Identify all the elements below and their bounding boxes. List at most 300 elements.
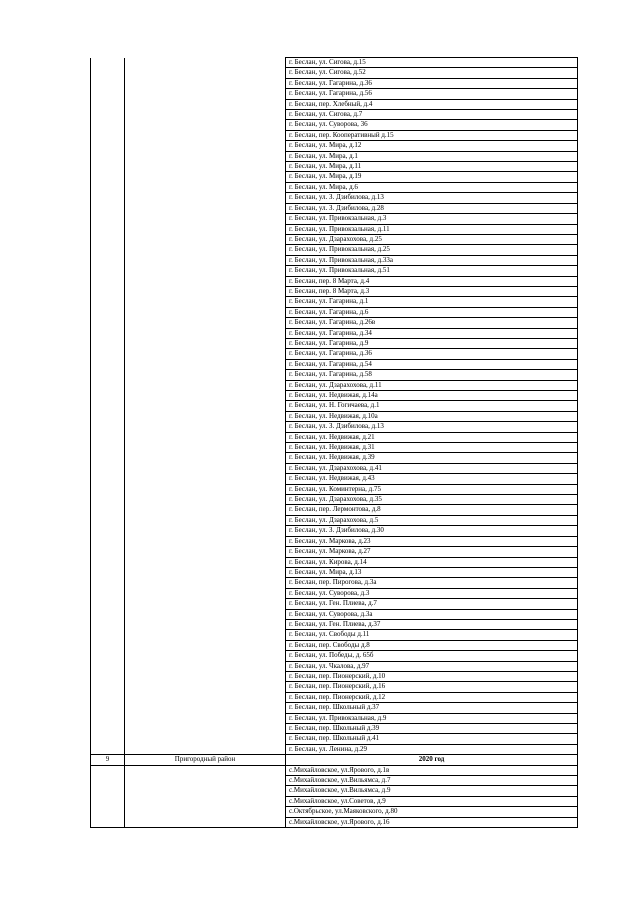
number-cell: [91, 713, 125, 723]
district-cell: [125, 765, 286, 775]
address-row: [91, 234, 578, 244]
address-cell: г. Беслан, ул. Дзарахохова, д.5: [286, 515, 578, 525]
address-row: [91, 651, 578, 661]
address-cell: г. Беслан, ул. Победы, д. 65б: [286, 651, 578, 661]
address-cell: г. Беслан, пер. Пионерский, д.16: [286, 682, 578, 692]
address-cell: с.Октябрьское, ул.Маяковского, д.80: [286, 807, 578, 817]
number-cell: [91, 338, 125, 348]
number-cell: [91, 99, 125, 109]
address-row: [91, 255, 578, 265]
district-cell: [125, 370, 286, 380]
district-cell: [125, 391, 286, 401]
number-cell: [91, 651, 125, 661]
address-cell: г. Беслан, ул. Мира, д.11: [286, 162, 578, 172]
address-row: [91, 630, 578, 640]
number-cell: [91, 703, 125, 713]
number-cell: [91, 547, 125, 557]
district-cell: [125, 463, 286, 473]
district-cell: [125, 110, 286, 120]
number-cell: [91, 203, 125, 213]
address-row: [91, 297, 578, 307]
address-row: [91, 557, 578, 567]
address-row: [91, 130, 578, 140]
number-cell: [91, 765, 125, 775]
address-cell: г. Беслан, ул. Гагарина, д.58: [286, 370, 578, 380]
district-cell: [125, 453, 286, 463]
address-cell: г. Беслан, ул. Гагарина, д.36: [286, 78, 578, 88]
number-cell: [91, 318, 125, 328]
number-cell: [91, 370, 125, 380]
district-cell: [125, 58, 286, 68]
district-cell: [125, 349, 286, 359]
district-cell: [125, 203, 286, 213]
number-cell: [91, 255, 125, 265]
address-row: [91, 68, 578, 78]
district-cell: [125, 328, 286, 338]
district-cell: [125, 609, 286, 619]
number-cell: [91, 578, 125, 588]
number-cell: [91, 599, 125, 609]
number-cell: [91, 276, 125, 286]
address-row: [91, 692, 578, 702]
district-cell: [125, 193, 286, 203]
address-cell: г. Беслан, ул. Суворова, д.3: [286, 588, 578, 598]
address-cell: г. Беслан, ул. Привокзальная, д.51: [286, 266, 578, 276]
district-cell: [125, 245, 286, 255]
number-cell: [91, 484, 125, 494]
district-cell: [125, 307, 286, 317]
district-cell: [125, 286, 286, 296]
address-cell: с.Михайловское, ул.Ярового, д.16: [286, 817, 578, 827]
number-cell: [91, 110, 125, 120]
number-cell: [91, 89, 125, 99]
address-table: [90, 57, 578, 828]
district-cell: [125, 120, 286, 130]
address-cell: г. Беслан, пер. Кооперативный д.15: [286, 130, 578, 140]
address-row: [91, 266, 578, 276]
address-cell: г. Беслан, ул. З. Дзибилова, д.30: [286, 526, 578, 536]
district-cell: [125, 651, 286, 661]
address-row: [91, 432, 578, 442]
address-row: [91, 203, 578, 213]
district-cell: [125, 214, 286, 224]
address-cell: г. Беслан, ул. Гагарина, д.36: [286, 349, 578, 359]
district-cell: [125, 474, 286, 484]
number-cell: [91, 193, 125, 203]
address-cell: г. Беслан, ул. Привокзальная, д.33а: [286, 255, 578, 265]
district-cell: [125, 182, 286, 192]
address-row: [91, 422, 578, 432]
section-a-rows: [91, 58, 578, 755]
address-cell: г. Беслан, ул. Недвижая, д.21: [286, 432, 578, 442]
district-cell: [125, 78, 286, 88]
address-row: [91, 401, 578, 411]
district-cell: [125, 99, 286, 109]
number-cell: [91, 286, 125, 296]
district-cell: [125, 744, 286, 754]
address-cell: г. Беслан, ул. Суворова, д.3а: [286, 609, 578, 619]
address-row: [91, 640, 578, 650]
address-row: [91, 609, 578, 619]
address-row: [91, 505, 578, 515]
district-cell: [125, 713, 286, 723]
address-row: [91, 391, 578, 401]
address-cell: г. Беслан, пер. 8 Марта, д.3: [286, 286, 578, 296]
district-cell: [125, 515, 286, 525]
number-cell: [91, 151, 125, 161]
address-cell: г. Беслан, пер. Пионерский, д.10: [286, 671, 578, 681]
address-cell: г. Беслан, ул. Гагарина, д.34: [286, 328, 578, 338]
address-row: [91, 89, 578, 99]
number-cell: [91, 474, 125, 484]
number-cell: [91, 432, 125, 442]
address-cell: г. Беслан, ул. Гагарина, д.9: [286, 338, 578, 348]
address-row: [91, 338, 578, 348]
number-cell: [91, 630, 125, 640]
address-row: [91, 744, 578, 754]
district-cell: [125, 682, 286, 692]
number-cell: [91, 328, 125, 338]
address-cell: г. Беслан, ул. Привокзальная, д.3: [286, 214, 578, 224]
year-heading: 2020 год: [286, 755, 578, 765]
district-cell: [125, 567, 286, 577]
district-cell: [125, 130, 286, 140]
address-table-page: [90, 57, 577, 828]
address-cell: г. Беслан, ул. Коминтерна, д.75: [286, 484, 578, 494]
address-row: [91, 110, 578, 120]
address-cell: г. Беслан, ул. Привокзальная, д.25: [286, 245, 578, 255]
number-cell: [91, 68, 125, 78]
number-cell: [91, 120, 125, 130]
address-cell: г. Беслан, ул. Мира, д.12: [286, 141, 578, 151]
address-row: [91, 765, 578, 775]
address-cell: г. Беслан, пер. Хлебный, д.4: [286, 99, 578, 109]
number-cell: [91, 796, 125, 806]
district-cell: [125, 380, 286, 390]
address-row: [91, 474, 578, 484]
district-cell: [125, 276, 286, 286]
district-cell: [125, 817, 286, 827]
number-cell: [91, 619, 125, 629]
number-cell: [91, 141, 125, 151]
address-cell: с.Михайловское, ул.Ярового, д.1в: [286, 765, 578, 775]
district-cell: [125, 495, 286, 505]
address-cell: г. Беслан, ул. Маркова, д.27: [286, 547, 578, 557]
address-cell: г. Беслан, пер. Лермонтова, д.8: [286, 505, 578, 515]
district-cell: [125, 588, 286, 598]
district-number: 9: [91, 755, 125, 765]
address-row: [91, 78, 578, 88]
address-cell: г. Беслан, пер. Свободы д.8: [286, 640, 578, 650]
address-cell: г. Беслан, ул. Дзарахохова, д.41: [286, 463, 578, 473]
address-cell: г. Беслан, ул. Дзарахохова, д.25: [286, 234, 578, 244]
address-cell: г. Беслан, ул. Мира, д.1: [286, 151, 578, 161]
address-cell: г. Беслан, ул. Привокзальная, д.9: [286, 713, 578, 723]
number-cell: [91, 359, 125, 369]
address-cell: г. Беслан, ул. Суворова, 36: [286, 120, 578, 130]
address-cell: г. Беслан, пер. Школьный д.39: [286, 724, 578, 734]
address-cell: г. Беслан, ул. Мира, д.13: [286, 567, 578, 577]
address-row: [91, 484, 578, 494]
address-cell: г. Беслан, ул. Сигова, д.15: [286, 58, 578, 68]
address-row: [91, 495, 578, 505]
address-row: [91, 443, 578, 453]
district-cell: [125, 338, 286, 348]
district-cell: [125, 89, 286, 99]
number-cell: [91, 224, 125, 234]
number-cell: [91, 640, 125, 650]
number-cell: [91, 776, 125, 786]
district-cell: [125, 786, 286, 796]
district-cell: [125, 630, 286, 640]
district-cell: [125, 484, 286, 494]
address-row: [91, 619, 578, 629]
address-row: [91, 172, 578, 182]
address-row: [91, 807, 578, 817]
address-cell: г. Беслан, ул. Недвижая, д.31: [286, 443, 578, 453]
address-cell: г. Беслан, ул. З. Дзибилова, д.28: [286, 203, 578, 213]
number-cell: [91, 172, 125, 182]
number-cell: [91, 744, 125, 754]
district-cell: [125, 297, 286, 307]
address-cell: г. Беслан, ул. Ген. Плиева, д.7: [286, 599, 578, 609]
address-row: [91, 588, 578, 598]
district-cell: [125, 266, 286, 276]
address-cell: г. Беслан, ул. Гагарина, д.54: [286, 359, 578, 369]
number-cell: [91, 443, 125, 453]
address-cell: г. Беслан, ул. Привокзальная, д.11: [286, 224, 578, 234]
address-row: [91, 245, 578, 255]
district-name: Пригородный район: [125, 755, 286, 765]
district-cell: [125, 359, 286, 369]
district-cell: [125, 557, 286, 567]
district-cell: [125, 141, 286, 151]
number-cell: [91, 58, 125, 68]
address-row: [91, 817, 578, 827]
number-cell: [91, 505, 125, 515]
address-cell: с.Михайловское, ул.Вильямса, д.7: [286, 776, 578, 786]
address-cell: г. Беслан, ул. Кирова, д.14: [286, 557, 578, 567]
address-row: [91, 734, 578, 744]
district-cell: [125, 578, 286, 588]
number-cell: [91, 515, 125, 525]
address-cell: г. Беслан, ул. Гагарина, д.26в: [286, 318, 578, 328]
number-cell: [91, 661, 125, 671]
address-row: [91, 286, 578, 296]
address-row: [91, 453, 578, 463]
district-cell: [125, 724, 286, 734]
number-cell: [91, 671, 125, 681]
address-row: [91, 318, 578, 328]
address-row: [91, 276, 578, 286]
district-cell: [125, 68, 286, 78]
address-row: [91, 411, 578, 421]
number-cell: [91, 807, 125, 817]
number-cell: [91, 245, 125, 255]
number-cell: [91, 463, 125, 473]
address-row: [91, 307, 578, 317]
district-cell: [125, 151, 286, 161]
address-cell: г. Беслан, ул. Маркова, д.23: [286, 536, 578, 546]
address-row: [91, 786, 578, 796]
address-cell: с.Михайловское, ул.Советов, д.9: [286, 796, 578, 806]
address-row: [91, 661, 578, 671]
address-row: [91, 182, 578, 192]
district-cell: [125, 776, 286, 786]
district-cell: [125, 619, 286, 629]
district-cell: [125, 807, 286, 817]
number-cell: [91, 682, 125, 692]
number-cell: [91, 495, 125, 505]
district-cell: [125, 224, 286, 234]
number-cell: [91, 266, 125, 276]
number-cell: [91, 130, 125, 140]
number-cell: [91, 234, 125, 244]
number-cell: [91, 380, 125, 390]
number-cell: [91, 692, 125, 702]
district-cell: [125, 318, 286, 328]
address-row: [91, 567, 578, 577]
number-cell: [91, 78, 125, 88]
number-cell: [91, 453, 125, 463]
address-cell: г. Беслан, ул. Недвижая, д.10а: [286, 411, 578, 421]
number-cell: [91, 297, 125, 307]
district-cell: [125, 255, 286, 265]
district-cell: [125, 526, 286, 536]
address-row: [91, 526, 578, 536]
address-row: [91, 224, 578, 234]
section-b-rows: [91, 755, 578, 828]
district-cell: [125, 401, 286, 411]
number-cell: [91, 557, 125, 567]
number-cell: [91, 214, 125, 224]
address-cell: г. Беслан, ул. Недвижая, д.14а: [286, 391, 578, 401]
address-cell: г. Беслан, ул. Гагарина, д.56: [286, 89, 578, 99]
address-cell: г. Беслан, ул. Свободы д.11: [286, 630, 578, 640]
address-row: [91, 713, 578, 723]
district-cell: [125, 536, 286, 546]
address-row: [91, 141, 578, 151]
address-row: [91, 214, 578, 224]
address-cell: г. Беслан, ул. З. Дзибилова, д.13: [286, 422, 578, 432]
number-cell: [91, 422, 125, 432]
number-cell: [91, 817, 125, 827]
address-row: [91, 776, 578, 786]
number-cell: [91, 401, 125, 411]
address-cell: г. Беслан, ул. Н. Гогичаева, д.1: [286, 401, 578, 411]
number-cell: [91, 391, 125, 401]
address-cell: г. Беслан, ул. Дзарахохова, д.35: [286, 495, 578, 505]
address-row: [91, 547, 578, 557]
number-cell: [91, 182, 125, 192]
number-cell: [91, 162, 125, 172]
district-row: [91, 755, 578, 765]
address-row: [91, 536, 578, 546]
district-cell: [125, 162, 286, 172]
district-cell: [125, 547, 286, 557]
address-row: [91, 724, 578, 734]
number-cell: [91, 609, 125, 619]
number-cell: [91, 567, 125, 577]
district-cell: [125, 172, 286, 182]
district-cell: [125, 671, 286, 681]
address-cell: г. Беслан, пер. Пионерский, д.12: [286, 692, 578, 702]
address-cell: г. Беслан, ул. Сигова, д.7: [286, 110, 578, 120]
address-cell: с.Михайловское, ул.Вильямса, д.9: [286, 786, 578, 796]
address-row: [91, 328, 578, 338]
address-cell: г. Беслан, ул. Ген. Плиева, д.37: [286, 619, 578, 629]
address-row: [91, 796, 578, 806]
address-cell: г. Беслан, ул. Гагарина, д.1: [286, 297, 578, 307]
address-row: [91, 463, 578, 473]
address-cell: г. Беслан, ул. Чкалова, д.97: [286, 661, 578, 671]
address-row: [91, 578, 578, 588]
address-row: [91, 58, 578, 68]
district-cell: [125, 661, 286, 671]
address-row: [91, 515, 578, 525]
address-cell: г. Беслан, ул. Недвижая, д.43: [286, 474, 578, 484]
address-row: [91, 151, 578, 161]
address-cell: г. Беслан, ул. Ленина, д.29: [286, 744, 578, 754]
number-cell: [91, 349, 125, 359]
address-cell: г. Беслан, пер. Школьный д.37: [286, 703, 578, 713]
address-cell: г. Беслан, ул. З. Дзибилова, д.13: [286, 193, 578, 203]
number-cell: [91, 536, 125, 546]
number-cell: [91, 588, 125, 598]
address-cell: г. Беслан, пер. 8 Марта, д.4: [286, 276, 578, 286]
address-row: [91, 349, 578, 359]
address-cell: г. Беслан, ул. Сигова, д.52: [286, 68, 578, 78]
address-row: [91, 99, 578, 109]
district-cell: [125, 505, 286, 515]
district-cell: [125, 432, 286, 442]
address-row: [91, 359, 578, 369]
district-cell: [125, 640, 286, 650]
address-row: [91, 162, 578, 172]
district-cell: [125, 411, 286, 421]
address-row: [91, 703, 578, 713]
address-row: [91, 120, 578, 130]
number-cell: [91, 724, 125, 734]
address-row: [91, 599, 578, 609]
district-cell: [125, 703, 286, 713]
district-cell: [125, 734, 286, 744]
address-cell: г. Беслан, пер. Пирогова, д.3а: [286, 578, 578, 588]
number-cell: [91, 526, 125, 536]
district-cell: [125, 796, 286, 806]
number-cell: [91, 734, 125, 744]
number-cell: [91, 786, 125, 796]
address-cell: г. Беслан, ул. Недвижая, д.39: [286, 453, 578, 463]
address-cell: г. Беслан, ул. Мира, д.19: [286, 172, 578, 182]
address-row: [91, 193, 578, 203]
address-cell: г. Беслан, ул. Гагарина, д.6: [286, 307, 578, 317]
district-cell: [125, 234, 286, 244]
district-cell: [125, 443, 286, 453]
number-cell: [91, 307, 125, 317]
address-row: [91, 370, 578, 380]
address-cell: г. Беслан, ул. Дзарахохова, д.11: [286, 380, 578, 390]
address-cell: г. Беслан, ул. Мира, д.6: [286, 182, 578, 192]
address-row: [91, 671, 578, 681]
address-cell: г. Беслан, пер. Школьный д.41: [286, 734, 578, 744]
number-cell: [91, 411, 125, 421]
district-cell: [125, 422, 286, 432]
district-cell: [125, 692, 286, 702]
address-row: [91, 682, 578, 692]
district-cell: [125, 599, 286, 609]
address-row: [91, 380, 578, 390]
